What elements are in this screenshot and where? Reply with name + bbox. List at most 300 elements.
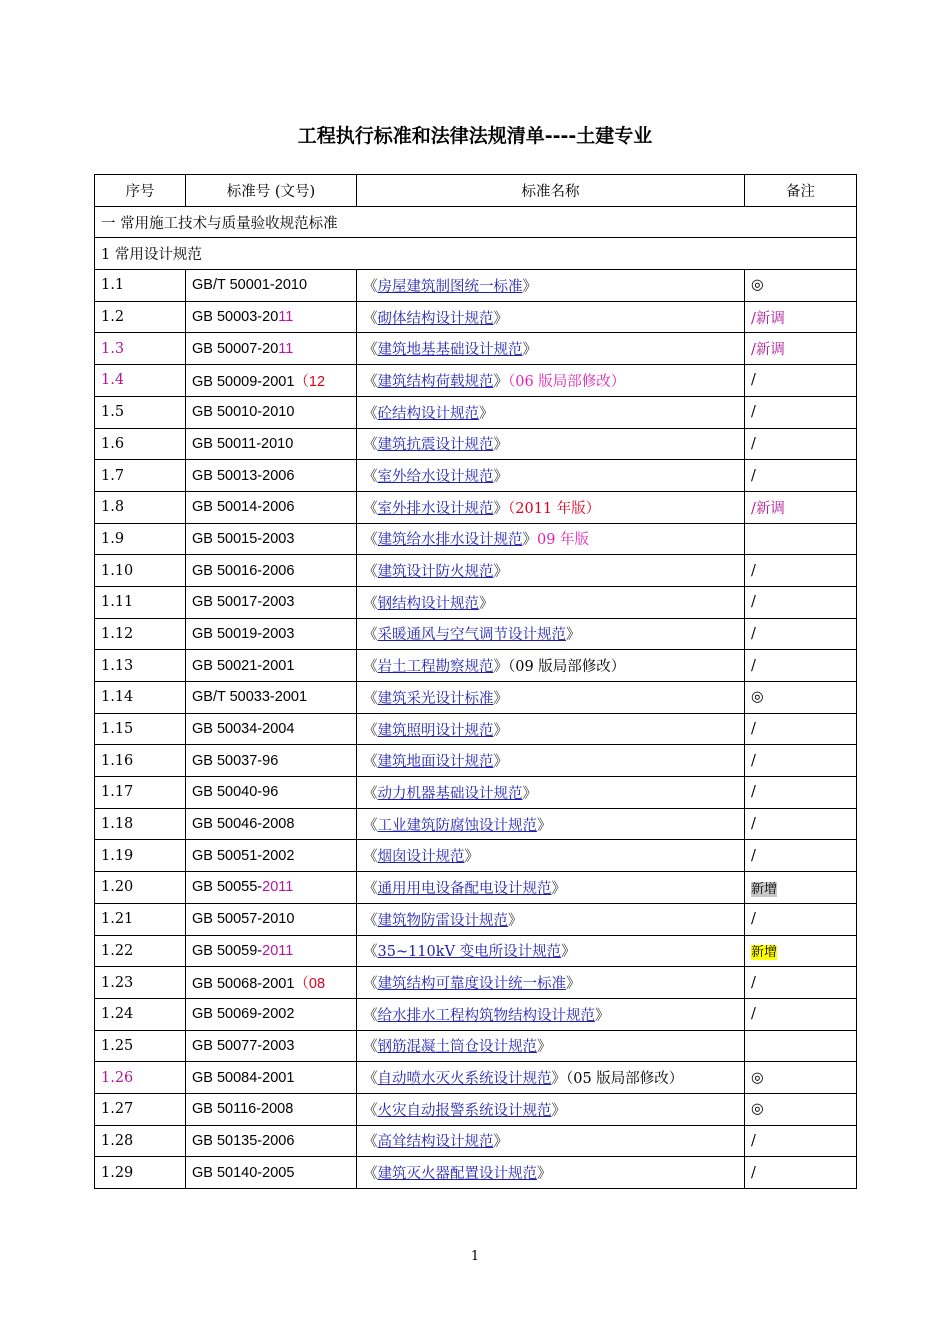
remark-text: / [751,784,756,801]
remark-text: 新增 [751,881,778,897]
close-quote: 》 [493,659,508,676]
open-quote: 《 [363,1102,378,1119]
code-main: GB 50140-2005 [192,1164,295,1181]
open-quote: 《 [363,532,378,549]
row-seq: 1.4 [95,365,186,397]
code-main: GB 50013-2006 [192,467,295,484]
row-remark [745,428,857,460]
table-row [95,1030,857,1062]
row-standard-code [186,301,357,333]
row-standard-name [357,428,745,460]
code-suffix: 11 [278,340,294,357]
row-remark [745,270,857,302]
standard-title-link[interactable]: 建筑结构可靠度设计统一标准 [377,976,566,993]
standard-title-link[interactable]: 砼结构设计规范 [377,405,479,422]
code-main: GB 50084-2001 [192,1069,295,1086]
table-row [95,523,857,555]
table-row [95,872,857,904]
open-quote: 《 [363,373,378,390]
table-row [95,428,857,460]
close-quote: 》 [464,849,479,866]
header-remark: 备注 [745,175,857,207]
close-quote: 》 [551,1102,566,1119]
code-main: GB 50010-2010 [192,404,295,421]
row-standard-name [357,840,745,872]
standard-title-link[interactable]: 钢结构设计规范 [377,595,479,612]
open-quote: 《 [363,437,378,454]
row-seq: 1.10 [95,555,186,587]
row-remark [745,618,857,650]
row-standard-name [357,1125,745,1157]
close-quote: 》 [522,532,537,549]
remark-text: /新调 [751,500,785,517]
row-standard-code [186,713,357,745]
row-seq: 1.3 [95,333,186,365]
row-standard-code [186,555,357,587]
code-main: GB/T 50001-2010 [192,277,308,294]
row-standard-name [357,998,745,1030]
code-main: GB 50040-96 [192,784,279,801]
close-quote: 》 [522,785,537,802]
standard-title-link[interactable]: 给水排水工程构筑物结构设计规范 [377,1007,595,1024]
remark-text: / [751,1164,756,1181]
row-standard-code [186,967,357,999]
row-seq: 1.20 [95,872,186,904]
remark-text: / [751,625,756,642]
code-main: GB/T 50033-2001 [192,689,308,706]
standard-title-link[interactable]: 工业建筑防腐蚀设计规范 [377,817,537,834]
remark-text: / [751,372,756,389]
remark-text: ◎ [751,1101,764,1118]
standard-title-link[interactable]: 35~110kV 变电所设计规范 [377,944,562,961]
open-quote: 《 [363,564,378,581]
header-code: 标准号 (文号) [186,175,357,207]
remark-text: / [751,847,756,864]
row-standard-code [186,396,357,428]
open-quote: 《 [363,405,378,422]
row-seq: 1.12 [95,618,186,650]
row-seq: 1.9 [95,523,186,555]
page-title: 工程执行标准和法律法规清单----土建专业 [297,125,653,147]
code-main: GB 50135-2006 [192,1132,295,1149]
row-seq: 1.6 [95,428,186,460]
row-standard-code [186,523,357,555]
row-standard-name [357,903,745,935]
row-standard-code [186,491,357,523]
close-quote: 》 [537,817,552,834]
close-quote: 》 [551,1071,566,1088]
close-quote: 》 [566,627,581,644]
row-remark [745,460,857,492]
subsection-heading: 1 常用设计规范 [95,238,857,270]
row-standard-code [186,872,357,904]
standard-note: （05 版局部修改） [566,1071,684,1088]
row-standard-name [357,365,745,397]
table-row [95,967,857,999]
standard-title-link[interactable]: 通用用电设备配电设计规范 [377,880,552,897]
remark-text: / [751,1132,756,1149]
open-quote: 《 [363,1007,378,1024]
code-main: GB 50055- [192,879,263,896]
standard-title-link[interactable]: 建筑照明设计规范 [377,722,494,739]
open-quote: 《 [363,659,378,676]
code-suffix: 2011 [262,879,294,896]
code-main: GB 50017-2003 [192,594,295,611]
code-suffix: （12 [294,373,326,390]
open-quote: 《 [363,880,378,897]
table-row [95,777,857,809]
code-main: GB 50009-2001 [192,373,295,390]
section-row [95,206,857,238]
row-standard-name [357,301,745,333]
table-row [95,270,857,302]
row-remark [745,491,857,523]
code-suffix: （08 [294,976,326,993]
open-quote: 《 [363,1166,378,1183]
open-quote: 《 [363,912,378,929]
code-main: GB 50046-2008 [192,816,295,833]
row-remark [745,650,857,682]
open-quote: 《 [363,754,378,771]
open-quote: 《 [363,342,378,359]
row-standard-name [357,460,745,492]
open-quote: 《 [363,1039,378,1056]
remark-text: / [751,562,756,579]
remark-text: /新调 [751,342,785,359]
row-seq: 1.1 [95,270,186,302]
code-main: GB 50014-2006 [192,499,295,516]
close-quote: 》 [493,310,508,327]
remark-text: /新调 [751,310,785,327]
table-row [95,555,857,587]
table-row [95,998,857,1030]
standard-title-link[interactable]: 火灾自动报警系统设计规范 [377,1102,552,1119]
row-standard-code [186,365,357,397]
close-quote: 》 [537,1039,552,1056]
page-number: 1 [470,1249,480,1264]
row-standard-name [357,935,745,967]
row-remark [745,745,857,777]
standard-title-link[interactable]: 高耸结构设计规范 [377,1134,494,1151]
close-quote: 》 [479,405,494,422]
close-quote: 》 [595,1007,610,1024]
row-standard-code [186,777,357,809]
open-quote: 《 [363,849,378,866]
row-seq: 1.21 [95,903,186,935]
row-standard-name [357,808,745,840]
open-quote: 《 [363,722,378,739]
row-remark [745,365,857,397]
row-remark [745,523,857,555]
open-quote: 《 [363,627,378,644]
table-row [95,1093,857,1125]
row-standard-name [357,650,745,682]
remark-text: / [751,435,756,452]
row-standard-code [186,1157,357,1189]
row-standard-code [186,460,357,492]
open-quote: 《 [363,469,378,486]
code-main: GB 50037-96 [192,752,279,769]
close-quote: 》 [493,373,508,390]
row-standard-name [357,745,745,777]
row-standard-name [357,396,745,428]
row-remark [745,872,857,904]
table-row [95,460,857,492]
table-row [95,491,857,523]
row-seq: 1.18 [95,808,186,840]
row-standard-name [357,523,745,555]
row-seq: 1.8 [95,491,186,523]
row-seq: 1.22 [95,935,186,967]
row-seq: 1.19 [95,840,186,872]
row-standard-name [357,1030,745,1062]
standard-title-link[interactable]: 钢筋混凝土筒仓设计规范 [377,1039,537,1056]
table-row [95,1062,857,1094]
open-quote: 《 [363,1134,378,1151]
open-quote: 《 [363,817,378,834]
close-quote: 》 [493,469,508,486]
standard-title-link[interactable]: 室外排水设计规范 [377,500,494,517]
row-seq: 1.23 [95,967,186,999]
row-standard-code [186,1125,357,1157]
table-row [95,713,857,745]
standard-title-link[interactable]: 建筑设计防火规范 [377,564,494,581]
row-seq: 1.26 [95,1062,186,1094]
row-standard-code [186,998,357,1030]
row-remark [745,903,857,935]
remark-text: / [751,752,756,769]
row-remark [745,1062,857,1094]
standard-title-link[interactable]: 砌体结构设计规范 [377,310,494,327]
table-row [95,1157,857,1189]
row-standard-code [186,1093,357,1125]
open-quote: 《 [363,500,378,517]
row-seq: 1.27 [95,1093,186,1125]
code-main: GB 50019-2003 [192,625,295,642]
row-remark [745,396,857,428]
open-quote: 《 [363,1071,378,1088]
code-main: GB 50059- [192,942,263,959]
remark-text: ◎ [751,689,764,706]
remark-text: / [751,594,756,611]
standards-table [94,174,857,1189]
table-row [95,650,857,682]
header-name: 标准名称 [357,175,745,207]
row-standard-code [186,745,357,777]
close-quote: 》 [522,342,537,359]
row-remark [745,1093,857,1125]
row-remark [745,967,857,999]
standard-note: （2011 年版） [508,500,601,517]
standard-title-link[interactable]: 室外给水设计规范 [377,469,494,486]
close-quote: 》 [493,500,508,517]
table-row [95,935,857,967]
code-main: GB 50068-2001 [192,976,295,993]
table-header-row [95,175,857,207]
row-standard-name [357,1157,745,1189]
remark-text: ◎ [751,277,764,294]
table-row [95,1125,857,1157]
remark-text: / [751,657,756,674]
row-remark [745,682,857,714]
remark-text: 新增 [751,945,778,961]
row-seq: 1.17 [95,777,186,809]
row-remark [745,301,857,333]
row-standard-name [357,1062,745,1094]
section-row [95,238,857,270]
close-quote: 》 [561,944,576,961]
table-row [95,682,857,714]
standard-note: 09 年版 [537,532,590,549]
standard-title-link[interactable]: 岩土工程勘察规范 [377,659,494,676]
table-row [95,586,857,618]
table-row [95,745,857,777]
row-seq: 1.2 [95,301,186,333]
close-quote: 》 [493,564,508,581]
code-main: GB 50007-20 [192,340,279,357]
standard-title-link[interactable]: 建筑地面设计规范 [377,754,494,771]
remark-text: / [751,1006,756,1023]
open-quote: 《 [363,944,378,961]
row-remark [745,586,857,618]
remark-text: / [751,911,756,928]
row-remark [745,333,857,365]
close-quote: 》 [493,722,508,739]
row-standard-code [186,428,357,460]
table-row [95,840,857,872]
remark-text: / [751,404,756,421]
close-quote: 》 [551,880,566,897]
row-standard-code [186,586,357,618]
row-standard-code [186,650,357,682]
row-standard-code [186,1030,357,1062]
table-row [95,333,857,365]
row-seq: 1.15 [95,713,186,745]
table-row [95,618,857,650]
standard-title-link[interactable]: 采暖通风与空气调节设计规范 [377,627,566,644]
standard-title-link[interactable]: 自动喷水灭火系统设计规范 [377,1071,552,1088]
row-remark [745,1157,857,1189]
close-quote: 》 [508,912,523,929]
row-standard-code [186,618,357,650]
row-standard-name [357,270,745,302]
code-main: GB 50015-2003 [192,530,295,547]
row-standard-name [357,872,745,904]
code-main: GB 50069-2002 [192,1006,295,1023]
standard-title-link[interactable]: 建筑地基基础设计规范 [377,342,523,359]
open-quote: 《 [363,310,378,327]
code-main: GB 50016-2006 [192,562,295,579]
code-main: GB 50077-2003 [192,1037,295,1054]
code-suffix: 11 [278,309,294,326]
table-row [95,808,857,840]
table-row [95,365,857,397]
open-quote: 《 [363,278,378,295]
row-seq: 1.13 [95,650,186,682]
code-main: GB 50057-2010 [192,911,295,928]
row-standard-name [357,586,745,618]
row-seq: 1.14 [95,682,186,714]
row-seq: 1.28 [95,1125,186,1157]
code-suffix: 2011 [262,942,294,959]
row-remark [745,1125,857,1157]
row-standard-name [357,967,745,999]
row-standard-code [186,935,357,967]
close-quote: 》 [566,976,581,993]
open-quote: 《 [363,785,378,802]
row-remark [745,808,857,840]
row-standard-code [186,903,357,935]
remark-text: / [751,467,756,484]
row-standard-name [357,618,745,650]
code-main: GB 50003-20 [192,309,279,326]
standard-title-link[interactable]: 建筑结构荷载规范 [377,373,494,390]
remark-text: / [751,721,756,738]
row-standard-name [357,555,745,587]
row-standard-code [186,270,357,302]
row-standard-code [186,840,357,872]
row-remark [745,935,857,967]
standard-title-link[interactable]: 房屋建筑制图统一标准 [377,278,523,295]
row-standard-name [357,491,745,523]
row-seq: 1.5 [95,396,186,428]
close-quote: 》 [493,1134,508,1151]
row-standard-code [186,1062,357,1094]
close-quote: 》 [493,690,508,707]
remark-text: / [751,816,756,833]
standard-title-link[interactable]: 建筑灭火器配置设计规范 [377,1166,537,1183]
row-standard-code [186,333,357,365]
row-remark [745,777,857,809]
row-seq: 1.25 [95,1030,186,1062]
standard-title-link[interactable]: 建筑给水排水设计规范 [377,532,523,549]
table-row [95,301,857,333]
section-heading: 一 常用施工技术与质量验收规范标准 [95,206,857,238]
row-standard-name [357,682,745,714]
code-main: GB 50011-2010 [192,435,294,452]
row-standard-code [186,808,357,840]
standard-title-link[interactable]: 建筑抗震设计规范 [377,437,494,454]
close-quote: 》 [493,437,508,454]
row-standard-name [357,333,745,365]
remark-text: ◎ [751,1069,764,1086]
row-seq: 1.16 [95,745,186,777]
row-standard-code [186,682,357,714]
row-seq: 1.7 [95,460,186,492]
standard-note: （06 版局部修改） [508,373,626,390]
row-seq: 1.29 [95,1157,186,1189]
row-remark [745,998,857,1030]
header-seq: 序号 [95,175,186,207]
row-remark [745,555,857,587]
row-remark [745,1030,857,1062]
standard-title-link[interactable]: 建筑采光设计标准 [377,690,494,707]
row-seq: 1.11 [95,586,186,618]
standard-title-link[interactable]: 烟囱设计规范 [377,849,465,866]
standard-title-link[interactable]: 建筑物防雷设计规范 [377,912,508,929]
row-seq: 1.24 [95,998,186,1030]
open-quote: 《 [363,690,378,707]
close-quote: 》 [479,595,494,612]
table-row [95,396,857,428]
table-row [95,903,857,935]
standard-title-link[interactable]: 动力机器基础设计规范 [377,785,523,802]
close-quote: 》 [522,278,537,295]
remark-text: / [751,974,756,991]
open-quote: 《 [363,976,378,993]
code-main: GB 50021-2001 [192,657,295,674]
row-standard-name [357,1093,745,1125]
